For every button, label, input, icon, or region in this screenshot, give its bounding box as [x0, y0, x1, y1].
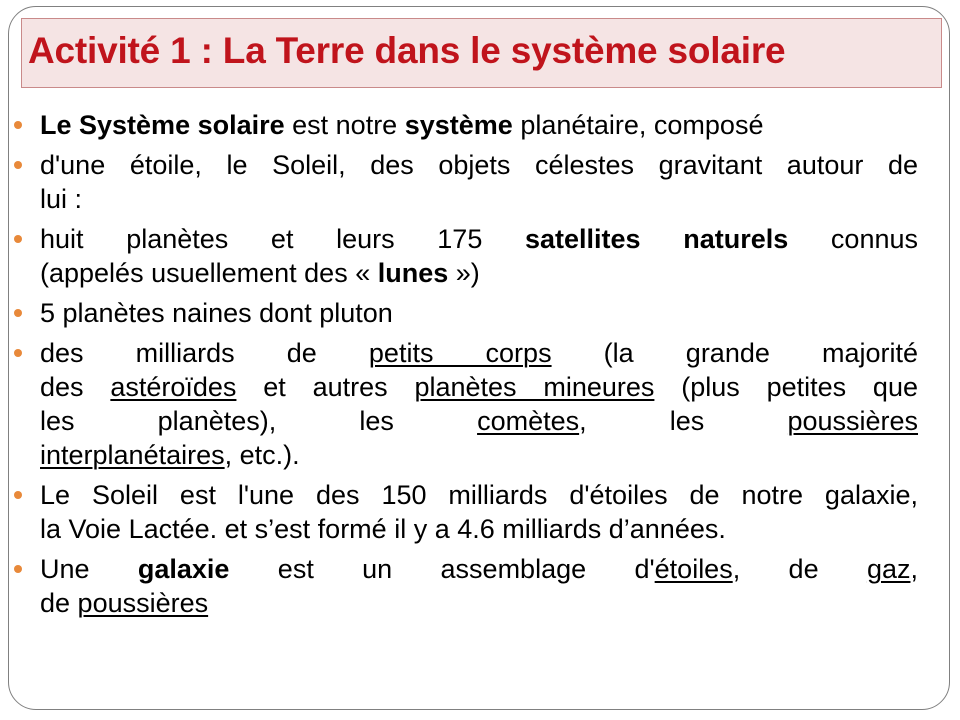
bullet-line — [40, 552, 918, 586]
bullet-item — [12, 336, 918, 472]
text-segment: est notre — [284, 110, 405, 140]
text-segment: Le Soleil est l'une des 150 milliards d'étoiles de notre galaxie, — [40, 480, 918, 510]
bullet-line — [40, 404, 918, 438]
text-segment: ») — [448, 258, 480, 288]
text-segment: d'une étoile, le Soleil, des objets célestes gravitant autour de — [40, 150, 918, 180]
bullet-dot-icon — [14, 161, 22, 169]
text-segment: les planètes), les — [40, 406, 478, 436]
text-segment: et autres — [236, 372, 415, 402]
bullet-line — [40, 512, 918, 546]
text-segment: Une — [40, 554, 138, 584]
text-segment: des milliards de — [40, 338, 369, 368]
text-segment: , etc.). — [224, 440, 300, 470]
text-segment: 5 planètes naines dont pluton — [40, 298, 393, 328]
text-segment: planétaire, composé — [512, 110, 764, 140]
text-segment: connus — [788, 224, 918, 254]
text-segment: , de — [732, 554, 867, 584]
bullet-line — [40, 336, 918, 370]
text-segment: (la grande majorité — [551, 338, 919, 368]
text-segment: la Voie Lactée. et s’est formé il y a 4.6 milliards d’années. — [40, 514, 726, 544]
bullet-dot-icon — [14, 309, 22, 317]
text-segment: , les — [579, 406, 788, 436]
text-segment: est un assemblage d' — [229, 554, 655, 584]
bullet-line — [40, 108, 918, 142]
bold-term: système — [404, 110, 513, 140]
underlined-term: étoiles — [654, 554, 733, 584]
text-segment: (appelés usuellement des « — [40, 258, 378, 288]
underlined-term: petits corps — [368, 338, 552, 368]
underlined-term: gaz — [866, 554, 911, 584]
bold-term: galaxie — [137, 554, 230, 584]
bold-term: lunes — [377, 258, 449, 288]
bullet-item — [12, 296, 918, 330]
bullet-line — [40, 370, 918, 404]
bullet-line — [40, 478, 918, 512]
text-segment: lui : — [40, 184, 83, 214]
underlined-term: interplanétaires — [40, 440, 225, 470]
bullet-item — [12, 222, 918, 290]
underlined-term: comètes — [477, 406, 580, 436]
underlined-term: astéroïdes — [110, 372, 237, 402]
bold-term: Le Système solaire — [40, 110, 285, 140]
bullet-dot-icon — [14, 349, 22, 357]
bullet-item — [12, 478, 918, 546]
bullet-line — [40, 438, 918, 472]
text-segment: huit planètes et leurs 175 — [40, 224, 525, 254]
underlined-term: poussières — [77, 588, 209, 618]
text-segment: (plus petites que — [654, 372, 918, 402]
bullet-line — [40, 182, 918, 216]
underlined-term: planètes mineures — [414, 372, 655, 402]
text-segment: des — [40, 372, 111, 402]
bullet-line — [40, 296, 918, 330]
bullet-dot-icon — [14, 565, 22, 573]
bullet-list — [12, 108, 918, 626]
text-segment: de — [40, 588, 78, 618]
bullet-item — [12, 552, 918, 620]
bullet-line — [40, 256, 918, 290]
bullet-item — [12, 148, 918, 216]
slide-title: Activité 1 : La Terre dans le système solaire — [28, 30, 786, 71]
bullet-item — [12, 108, 918, 142]
bullet-line — [40, 586, 918, 620]
bullet-line — [40, 222, 918, 256]
text-segment: , — [910, 554, 918, 584]
bullet-line — [40, 148, 918, 182]
bullet-dot-icon — [14, 235, 22, 243]
underlined-term: poussières — [787, 406, 919, 436]
bullet-dot-icon — [14, 491, 22, 499]
bullet-dot-icon — [14, 121, 22, 129]
bold-term: satellites naturels — [525, 224, 789, 254]
